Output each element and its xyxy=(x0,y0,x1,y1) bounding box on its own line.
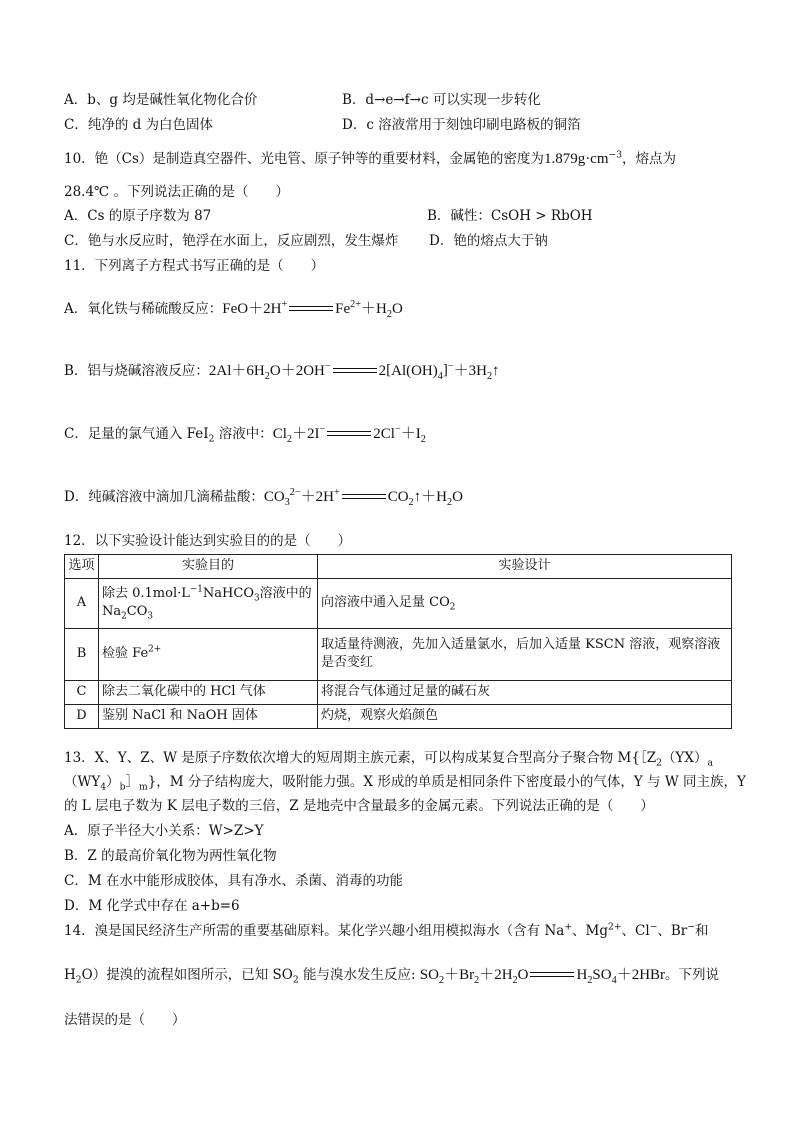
q11-equation-d: $CO_3^{2-}+2H^+$ $CO_2↑+H_2O$ xyxy=(263,487,463,508)
row-a-purpose: 除去 $0.1mol\cdot L^{-1}NaHCO_3$溶液中的 $Na_2CO_3$ xyxy=(99,578,318,628)
header-purpose: 实验目的 xyxy=(99,555,318,579)
table-row: D 鉴别 NaCl 和 NaOH 固体 灼烧，观察火焰颜色 xyxy=(65,704,732,728)
table-row: B 检验 $Fe^{2+}$ 取适量待测液，先加入适量氯水，后加入适量 KSCN 溶液，观察溶液是否变红 xyxy=(65,628,732,680)
q13-stem-line3: 的 L 层电子数为 K 层电子数的三倍，Z 是地壳中含量最多的金属元素。下列说法正确的是（ ） xyxy=(64,798,654,814)
row-a-design: 向溶液中通入足量 $CO_2$ xyxy=(318,578,732,628)
q12-stem: 12．以下实验设计能达到实验目的的是（ ） xyxy=(64,533,352,549)
q13-option-b: B．Z 的最高价氧化物为两性氧化物 xyxy=(64,848,277,864)
row-d-design: 灼烧，观察火焰颜色 xyxy=(318,704,732,728)
experiment-table xyxy=(64,554,732,729)
row-d-purpose: 鉴别 NaCl 和 NaOH 固体 xyxy=(99,704,318,728)
q9-option-a: A．b、g 均是碱性氧化物化合价 xyxy=(64,92,258,108)
q11-equation-a: FeO＋2H+ $Fe^{2+}+H_2O$ xyxy=(222,299,403,320)
q11-equation-c: $Cl_2+2I^-$ $2Cl^-+I_2$ xyxy=(272,424,426,445)
q14-stem-line2: $H_2O$）提溴的流程如图所示，已知 $SO_2$ 能与溴水发生反应: $SO_2+Br_2+2H_2O$ $H_2SO_4+2HBr$。下列说 xyxy=(64,967,720,986)
q14-equation: $SO_2+Br_2+2H_2O$ $H_2SO_4+2HBr$ xyxy=(419,967,666,986)
q13-option-d: D．M 化学式中存在 a+b=6 xyxy=(64,898,240,914)
q9-option-d: D．c 溶液常用于刻蚀印刷电路板的铜箔 xyxy=(342,117,581,133)
row-b-design: 取适量待测液，先加入适量氯水，后加入适量 KSCN 溶液，观察溶液是否变红 xyxy=(318,628,732,680)
q10-stem-line1: 10．铯（Cs）是制造真空器件、光电管、原子钟等的重要材料，金属铯的密度为$1.879g\cdot cm^{-3}$，熔点为 xyxy=(64,149,677,167)
q9-option-c: C．纯净的 d 为白色固体 xyxy=(64,117,214,133)
header-design: 实验设计 xyxy=(318,555,732,579)
q10-stem-line2: 28.4℃ 。下列说法正确的是（ ） xyxy=(64,184,289,200)
row-c-design: 将混合气体通过足量的碱石灰 xyxy=(318,680,732,704)
q11-stem: 11．下列离子方程式书写正确的是（ ） xyxy=(64,258,325,274)
table-row: A 除去 $0.1mol\cdot L^{-1}NaHCO_3$溶液中的 $Na_2CO_3$ 向溶液中通入足量 $CO_2$ xyxy=(65,578,732,628)
q13-stem-line1: 13．X、Y、Z、W 是原子序数依次增大的短周期主族元素，可以构成某复合型高分子聚合物 $M\{[Z_2(YX)_a$ xyxy=(64,750,713,769)
table-header-row xyxy=(65,555,732,579)
q9-option-b: B．d→e→f→c 可以实现一步转化 xyxy=(342,92,541,108)
q11-option-a: A．氧化铁与稀硫酸反应：FeO＋2H+ $Fe^{2+}+H_2O$ xyxy=(64,299,403,320)
table-row: C 除去二氧化碳中的 HCl 气体 将混合气体通过足量的碱石灰 xyxy=(65,680,732,704)
row-b-purpose: 检验 $Fe^{2+}$ xyxy=(99,628,318,680)
q10-option-b: B．碱性：CsOH > RbOH xyxy=(427,208,593,224)
q11-equation-b: $2Al+6H_2O+2OH^-$ $2[Al(OH)_4]^-+3H_2↑$ xyxy=(208,361,500,382)
q11-option-b: B．铝与烧碱溶液反应：$2Al+6H_2O+2OH^-$ $2[Al(OH)_4]^-+3H_2↑$ xyxy=(64,361,500,382)
q10-option-a: A．Cs 的原子序数为 87 xyxy=(64,208,212,224)
q13-stem-line2: $(WY_4)_b]_m$}，M 分子结构庞大，吸附能力强。X 形成的单质是相同条件下密度最小的气体，Y 与 W 同主族，Y xyxy=(64,774,746,793)
q13-option-a: A．原子半径大小关系：W>Z>Y xyxy=(64,823,264,839)
q10-option-d: D．铯的熔点大于钠 xyxy=(429,233,548,249)
q13-option-c: C．M 在水中能形成胶体，具有净水、杀菌、消毒的功能 xyxy=(64,873,403,889)
q11-option-d: D．纯碱溶液中滴加几滴稀盐酸：$CO_3^{2-}+2H^+$ $CO_2↑+H_2O$ xyxy=(64,487,463,508)
header-option: 选项 xyxy=(65,555,99,579)
row-c-purpose: 除去二氧化碳中的 HCl 气体 xyxy=(99,680,318,704)
q10-option-c: C．铯与水反应时，铯浮在水面上，反应剧烈，发生爆炸 xyxy=(64,233,399,249)
q11-option-c: C．足量的氯气通入 FeI$_2$ 溶液中：$Cl_2+2I^-$ $2Cl^-+I_2$ xyxy=(64,424,426,445)
q14-stem-line3: 法错误的是（ ） xyxy=(64,1012,186,1028)
q14-stem-line1: 14．溴是国民经济生产所需的重要基础原料。某化学兴趣小组用模拟海水（含有 Na+、$Mg^{2+}$、Cl−、Br−和 xyxy=(64,921,709,939)
